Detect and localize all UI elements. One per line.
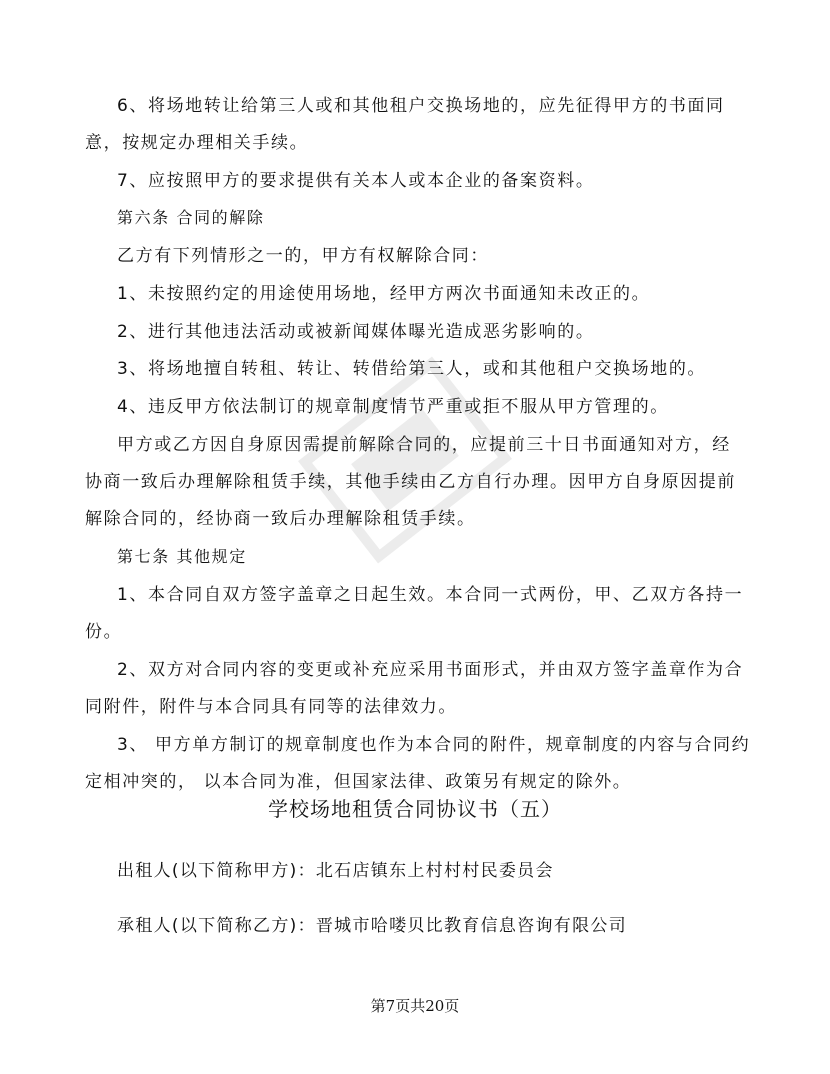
section-heading-article-7: 第七条 其他规定 xyxy=(117,547,247,566)
termination-intro: 乙方有下列情形之一的，甲方有权解除合同： xyxy=(117,246,489,266)
other-item-3-line-1: 3、 甲方单方制订的规章制度也作为本合同的附件，规章制度的内容与合同约 xyxy=(117,735,751,755)
termination-item-4: 4、违反甲方依法制订的规章制度情节严重或拒不服从甲方管理的。 xyxy=(117,397,669,417)
clause-6-item-7: 7、应按照甲方的要求提供有关本人或本企业的备案资料。 xyxy=(117,171,595,191)
early-termination-line-1: 甲方或乙方因自身原因需提前解除合同的，应提前三十日书面通知对方，经 xyxy=(117,435,731,455)
clause-6-item-6-line-2: 意，按规定办理相关手续。 xyxy=(85,133,309,153)
page-number-footer: 第7页共20页 xyxy=(370,997,460,1015)
clause-6-item-6-line-1: 6、将场地转让给第三人或和其他租户交换场地的，应先征得甲方的书面同 xyxy=(117,96,725,116)
lessor-line: 出租人(以下简称甲方)：北石店镇东上村村村民委员会 xyxy=(117,861,554,881)
other-item-3-line-2: 定相冲突的， 以本合同为准，但国家法律、政策另有规定的除外。 xyxy=(85,772,632,792)
section-heading-article-6: 第六条 合同的解除 xyxy=(117,208,265,227)
termination-item-3: 3、将场地擅自转租、转让、转借给第三人，或和其他租户交换场地的。 xyxy=(117,359,707,379)
other-item-2-line-2: 同附件，附件与本合同具有同等的法律效力。 xyxy=(85,697,457,717)
contract-title: 学校场地租赁合同协议书（五） xyxy=(268,797,562,821)
other-item-1-line-1: 1、本合同自双方签字盖章之日起生效。本合同一式两份，甲、乙双方各持一 xyxy=(117,585,744,605)
termination-item-1: 1、未按照约定的用途使用场地，经甲方两次书面通知未改正的。 xyxy=(117,284,651,304)
other-item-1-line-2: 份。 xyxy=(85,622,123,642)
lessee-line: 承租人(以下简称乙方)：晋城市哈喽贝比教育信息咨询有限公司 xyxy=(117,916,627,936)
early-termination-line-3: 解除合同的，经协商一致后办理解除租赁手续。 xyxy=(85,509,476,529)
early-termination-line-2: 协商一致后办理解除租赁手续，其他手续由乙方自行办理。因甲方自身原因提前 xyxy=(85,472,736,492)
other-item-2-line-1: 2、双方对合同内容的变更或补充应采用书面形式，并由双方签字盖章作为合 xyxy=(117,660,744,680)
termination-item-2: 2、进行其他违法活动或被新闻媒体曝光造成恶劣影响的。 xyxy=(117,322,595,342)
